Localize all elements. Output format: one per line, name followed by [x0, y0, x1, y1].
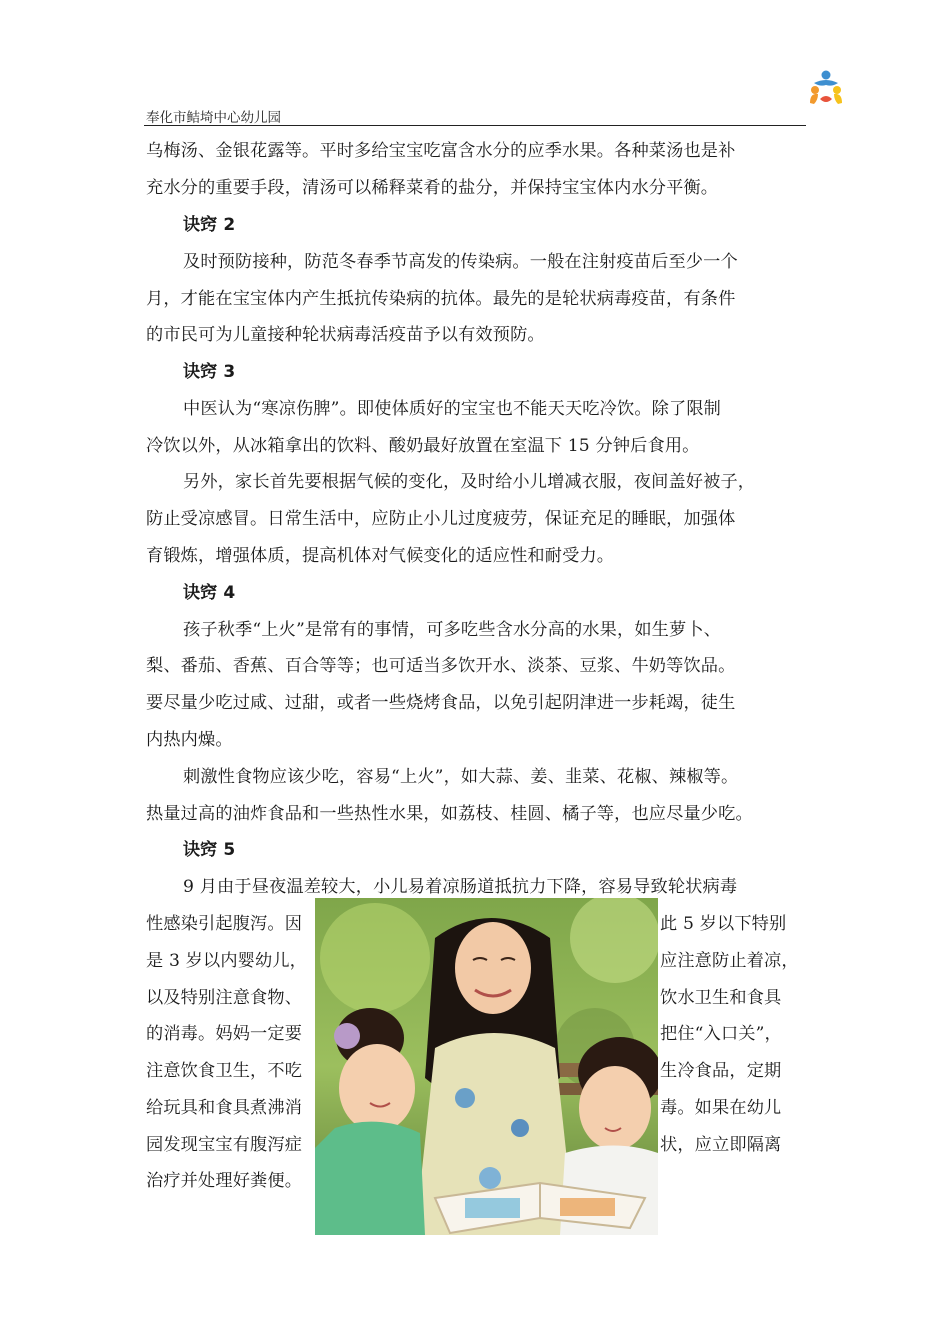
- paragraph-line: 梨、番茄、香蕉、百合等等；也可适当多饮开水、淡茶、豆浆、牛奶等饮品。: [146, 656, 736, 676]
- paragraph-line-right: 毒。如果在幼儿: [660, 1098, 782, 1118]
- paragraph-line: 充水分的重要手段，清汤可以稀释菜肴的盐分，并保持宝宝体内水分平衡。: [146, 178, 719, 198]
- kindergarten-logo-icon: [806, 69, 846, 105]
- paragraph-line: 内热内燥。: [146, 730, 233, 750]
- header-divider: [144, 125, 806, 126]
- paragraph-line-left: 园发现宝宝有腹泻症: [146, 1135, 303, 1155]
- paragraph-line: 孩子秋季“上火”是常有的事情，可多吃些含水分高的水果，如生萝卜、: [183, 620, 722, 640]
- paragraph-line: 防止受凉感冒。日常生活中，应防止小儿过度疲劳，保证充足的睡眠，加强体: [146, 509, 736, 529]
- paragraph-line: 的市民可为儿童接种轮状病毒活疫苗予以有效预防。: [146, 325, 545, 345]
- paragraph-line-right: 此 5 岁以下特别: [660, 914, 787, 934]
- paragraph-line-left: 以及特别注意食物、: [146, 988, 303, 1008]
- paragraph-line-right: 状，应立即隔离: [660, 1135, 782, 1155]
- section-heading: 诀窍 2: [183, 215, 236, 235]
- paragraph-line-left: 注意饮食卫生，不吃: [146, 1061, 303, 1081]
- paragraph-line-left: 的消毒。妈妈一定要: [146, 1024, 303, 1044]
- paragraph-line: 及时预防接种，防范冬春季节高发的传染病。一般在注射疫苗后至少一个: [183, 252, 738, 272]
- paragraph-line-left: 治疗并处理好粪便。: [146, 1171, 303, 1191]
- section-heading: 诀窍 5: [183, 840, 236, 860]
- paragraph-line-right: 生冷食品，定期: [660, 1061, 782, 1081]
- paragraph-line: 另外，家长首先要根据气候的变化，及时给小儿增减衣服，夜间盖好被子，: [183, 472, 756, 492]
- paragraph-line: 育锻炼，增强体质，提高机体对气候变化的适应性和耐受力。: [146, 546, 615, 566]
- paragraph-line: 中医认为“寒凉伤脾”。即使体质好的宝宝也不能天天吃冷饮。除了限制: [183, 399, 722, 419]
- paragraph-line: 冷饮以外，从冰箱拿出的饮料、酸奶最好放置在室温下 15 分钟后食用。: [146, 436, 700, 456]
- paragraph-line-left: 性感染引起腹泻。因: [146, 914, 303, 934]
- paragraph-line: 乌梅汤、金银花露等。平时多给宝宝吃富含水分的应季水果。各种菜汤也是补: [146, 141, 736, 161]
- paragraph-line-right: 把住“入口关”，: [660, 1024, 782, 1044]
- paragraph-line: 9 月由于昼夜温差较大，小儿易着凉肠道抵抗力下降，容易导致轮状病毒: [183, 877, 738, 897]
- paragraph-line-left: 给玩具和食具煮沸消: [146, 1098, 303, 1118]
- paragraph-line: 月，才能在宝宝体内产生抵抗传染病的抗体。最先的是轮状病毒疫苗，有条件: [146, 289, 736, 309]
- section-heading: 诀窍 4: [183, 583, 236, 603]
- paragraph-line: 要尽量少吃过咸、过甜，或者一些烧烤食品，以免引起阴津进一步耗竭，徒生: [146, 693, 736, 713]
- header-school-name: 奉化市鲒埼中心幼儿园: [146, 110, 281, 126]
- paragraph-line: 热量过高的油炸食品和一些热性水果，如荔枝、桂圆、橘子等，也应尽量少吃。: [146, 804, 753, 824]
- section-heading: 诀窍 3: [183, 362, 236, 382]
- mother-reading-photo-icon: [315, 898, 658, 1235]
- paragraph-line-left: 是 3 岁以内婴幼儿，: [146, 951, 308, 971]
- paragraph-line-right: 饮水卫生和食具: [660, 988, 782, 1008]
- paragraph-line: 刺激性食物应该少吃，容易“上火”，如大蒜、姜、韭菜、花椒、辣椒等。: [183, 767, 739, 787]
- paragraph-line-right: 应注意防止着凉，: [660, 951, 799, 971]
